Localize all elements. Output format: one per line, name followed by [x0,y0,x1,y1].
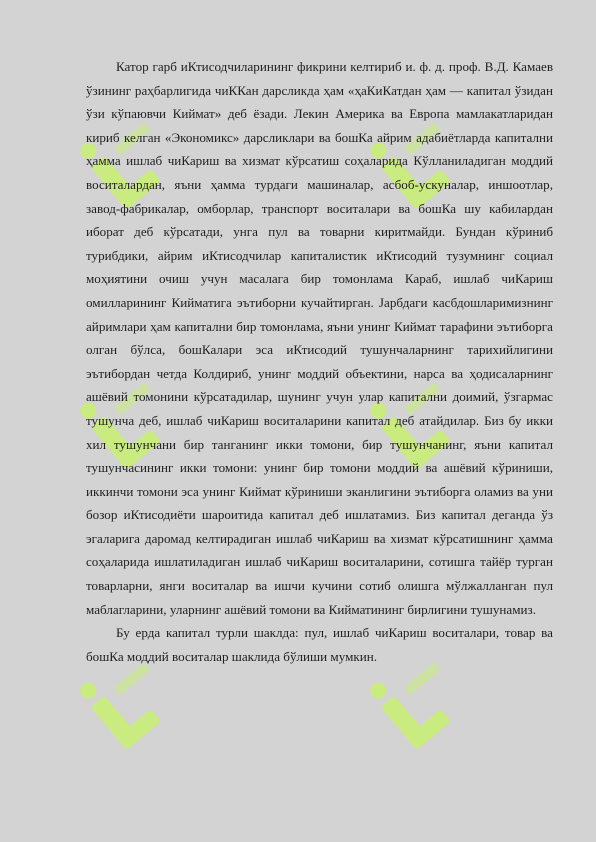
paragraph: Катор гарб иКтисодчиларининг фикрини келтириб и. ф. д. проф. В.Д. Камаев ўзининг раҳбарлигида чиККан дарсликда ҳам «ҳаКиКатдан ҳам — капитал ўзидан ўзи кўпаювчи Киймат» деб ёзади. Лекин Америка ва Европа мамлакатларидан кириб келган «Экономикс» дарсликлари ва бошКа айрим адабиётларда капитални ҳамма ишлаб чиКариш ва хизмат кўрсатиш соҳаларида Кўлланиладиган моддий воситалардан, яъни ҳамма турдаги машиналар, асбоб-ускуналар, иншоотлар, завод-фабрикалар, омборлар, транспорт воситалари ва бошКа шу кабилардан иборат деб кўрсатади, унга пул ва товарни киритмайди. Бундан кўриниб турибдики, айрим иКтисодчилар капиталистик иКтисодий тузумнинг социал моҳиятини очиш учун масалага бир томонлама Караб, ишлаб чиКариш омилларининг Кийматига эътиборни кучайтирган. Jарбдаги касбдошларимизнинг айримлари ҳам капитални бир томонлама, яъни унинг Киймат тарафини эътиборга олган бўлса, бошКалари эса иКтисодий тушунчаларнинг тарихийлигини эътибордан четда Колдириб, унинг моддий объектини, нарса ва ҳодисаларнинг ашёвий томонини кўрсатадилар, шунинг учун улар капитални доимий, ўзгармас тушунча деб, ишлаб чиКариш воситаларини капитал деб атайдилар. Биз бу икки хил тушунчани бир танганинг икки томони, бир тушунчанинг, яъни капитал тушунчасининг икки томони: унинг бир томони моддий ва ашёвий кўриниши, иккинчи томони эса унинг Киймат кўриниши эканлигини эътиборга оламиз ва уни бозор иКтисодиёти шароитида капитал деб ишлатамиз. Биз капитал деганда ўз эгаларига даромад келтирадиган ишлаб чиКариш ва хизмат кўрсатишнинг ҳамма соҳаларида ишлатиладиган ишлаб чиКариш воситаларини, сотишга тайёр турган товарларни, янги воситалар ва ишчи кучини сотиб олишга мўлжалланган пул маблагларини, уларнинг ашёвий томони ва Кийматининг бирлигини тушунамиз. [86,59,553,617]
body-text [86,55,553,668]
paragraph: Бу ерда капитал турли шаклда: пул, ишлаб чиКариш воситалари, товар ва бошКа моддий воситалар шаклида бўлиши мумкин. [86,625,553,664]
